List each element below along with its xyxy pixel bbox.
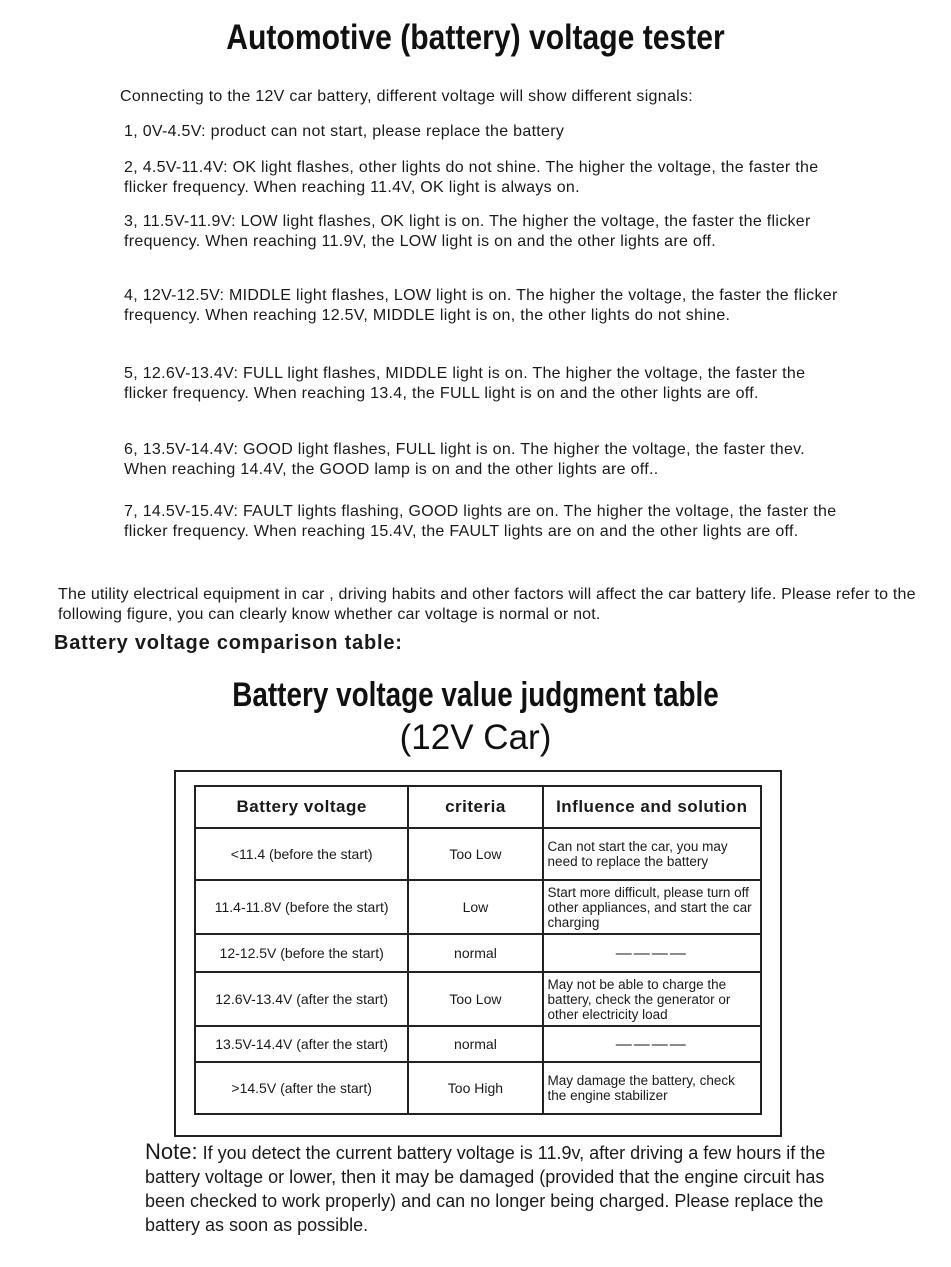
document-title: Automotive (battery) voltage tester xyxy=(226,18,725,57)
cell-criteria: normal xyxy=(408,1026,542,1062)
cell-solution: Can not start the car, you may need to replace the battery xyxy=(543,828,761,880)
header-criteria: criteria xyxy=(408,786,542,828)
table-row xyxy=(195,1026,761,1062)
list-item: 5, 12.6V-13.4V: FULL light flashes, MIDDLE light is on. The higher the voltage, the faster the flicker frequency. When reaching 13.4, the FULL light is on and the other lights are off. xyxy=(124,365,806,402)
header-battery-voltage: Battery voltage xyxy=(195,786,408,828)
cell-voltage: 12.6V-13.4V (after the start) xyxy=(195,972,408,1026)
list-item: 6, 13.5V-14.4V: GOOD light flashes, FULL light is on. The higher the voltage, the faster thev. When reaching 14.4V, the GOOD lamp is on and the other lights are off.. xyxy=(124,441,806,478)
note-text: If you detect the current battery voltage is 11.9v, after driving a few hours if the battery voltage or lower, then it may be damaged (provided that the engine circuit has been checked to work properly) and can no longer being charged. Please replace the battery as soon as possible. xyxy=(145,1143,826,1235)
cell-solution: Start more difficult, please turn off other appliances, and start the car charging xyxy=(543,880,761,934)
table-row xyxy=(195,828,761,880)
table-row xyxy=(195,934,761,972)
list-item: 7, 14.5V-15.4V: FAULT lights flashing, GOOD lights are on. The higher the voltage, the faster the flicker frequency. When reaching 15.4V, the FAULT lights are on and the other lights are off. xyxy=(124,503,837,540)
header-influence-solution: Influence and solution xyxy=(543,786,761,828)
explanation-paragraph: The utility electrical equipment in car , driving habits and other factors will affect the car battery life. Please refer to the following figure, you can clearly know whether car voltage is normal or not. xyxy=(58,586,916,623)
cell-criteria: Too High xyxy=(408,1062,542,1114)
intro-text: Connecting to the 12V car battery, different voltage will show different signals: xyxy=(120,88,694,105)
cell-criteria: Low xyxy=(408,880,542,934)
cell-criteria: normal xyxy=(408,934,542,972)
table-row xyxy=(195,880,761,934)
cell-voltage: <11.4 (before the start) xyxy=(195,828,408,880)
note-block xyxy=(145,1140,845,1237)
note-label: Note: xyxy=(145,1139,198,1164)
list-item: 4, 12V-12.5V: MIDDLE light flashes, LOW light is on. The higher the voltage, the faster the flicker frequency. When reaching 12.5V, MIDDLE light is on, the other lights do not shine. xyxy=(124,287,838,324)
voltage-judgment-table xyxy=(194,785,762,1115)
cell-voltage: 11.4-11.8V (before the start) xyxy=(195,880,408,934)
cell-solution: May not be able to charge the battery, check the generator or other electricity load xyxy=(543,972,761,1026)
section-heading: Battery voltage comparison table: xyxy=(54,632,403,654)
table-subtitle: (12V Car) xyxy=(399,718,552,757)
cell-solution: ———— xyxy=(543,934,761,972)
table-row xyxy=(195,972,761,1026)
list-item: 2, 4.5V-11.4V: OK light flashes, other lights do not shine. The higher the voltage, the faster the flicker frequency. When reaching 11.4V, OK light is always on. xyxy=(124,159,819,196)
cell-solution: ———— xyxy=(543,1026,761,1062)
list-item: 3, 11.5V-11.9V: LOW light flashes, OK light is on. The higher the voltage, the faster the flicker frequency. When reaching 11.9V, the LOW light is on and the other lights are off. xyxy=(124,213,811,250)
cell-voltage: 12-12.5V (before the start) xyxy=(195,934,408,972)
cell-solution: May damage the battery, check the engine stabilizer xyxy=(543,1062,761,1114)
table-row xyxy=(195,1062,761,1114)
table-title: Battery voltage value judgment table xyxy=(232,676,719,714)
cell-voltage: 13.5V-14.4V (after the start) xyxy=(195,1026,408,1062)
table-header-row xyxy=(195,786,761,828)
cell-voltage: >14.5V (after the start) xyxy=(195,1062,408,1114)
list-item: 1, 0V-4.5V: product can not start, please replace the battery xyxy=(124,123,565,140)
cell-criteria: Too Low xyxy=(408,828,542,880)
cell-criteria: Too Low xyxy=(408,972,542,1026)
